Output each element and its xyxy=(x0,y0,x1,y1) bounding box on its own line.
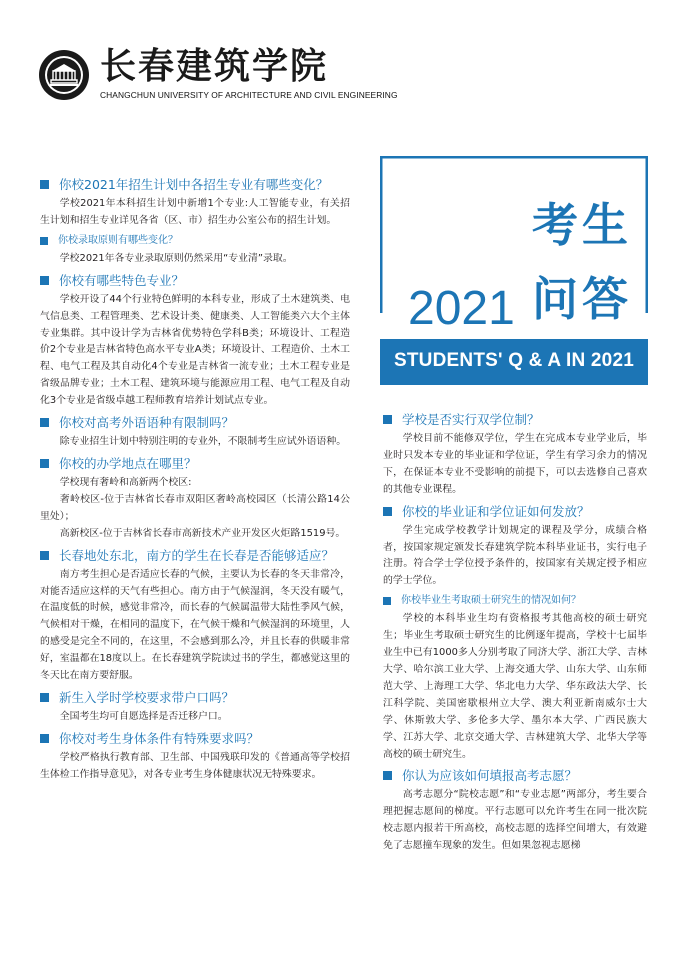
square-bullet-icon xyxy=(40,551,49,560)
square-bullet-icon xyxy=(40,276,49,285)
hero-title-line2: 问答 xyxy=(532,272,632,326)
question-heading xyxy=(383,766,647,785)
question-heading xyxy=(40,688,350,707)
answer-paragraph: 学校开设了44个行业特色鲜明的本科专业，形成了土木建筑类、电气信息类、工程管理类、艺术设计类、健康类、人工智能类六大个主体专业集群。其中设计学为吉林省优势特色学科B类；环境设计、工程造价2个专业是吉林省特色高水平专业A类；环境设计、工程造价、土木工程、电气工程及其自动化4个专业是吉林省一流专业；土木工程专业是省级品牌专业；土木工程、建筑环境与能源应用工程、电气工程及自动化3个专业是省级卓越工程师教育培养计划试点专业。 xyxy=(40,293,350,407)
hero-title-block xyxy=(380,156,648,389)
square-bullet-icon xyxy=(40,734,49,743)
question-heading xyxy=(40,729,350,748)
answer-paragraph: 学校2021年各专业录取原则仍然采用“专业清”录取。 xyxy=(59,252,293,264)
square-bullet-icon xyxy=(40,418,49,427)
answer-paragraph: 全国考生均可自愿选择是否迁移户口。 xyxy=(59,710,228,722)
answer-body xyxy=(383,787,647,855)
answer-paragraph: 高考志愿分“院校志愿”和“专业志愿”两部分，考生要合理把握志愿间的梯度。平行志愿可以允许考生在同一批次院校志愿内报若干所高校，高校志愿的选择空间增大，有效避免了志愿撞车现象的发生。但如果忽视志愿梯 xyxy=(383,789,647,852)
question-text: 新生入学时学校要求带户口吗？ xyxy=(59,689,235,705)
question-text: 你校对高考外语语种有限制吗？ xyxy=(59,415,235,431)
square-bullet-icon xyxy=(383,415,392,424)
left-column xyxy=(40,175,350,787)
question-text: 你校的办学地点在哪里？ xyxy=(59,455,197,471)
question-heading xyxy=(40,175,350,194)
square-bullet-icon xyxy=(40,180,49,189)
answer-paragraph: 高新校区-位于吉林省长春市高新技术产业开发区火炬路1519号。 xyxy=(59,527,346,539)
square-bullet-icon xyxy=(40,459,49,468)
question-heading xyxy=(40,454,350,473)
question-text: 学校是否实行双学位制？ xyxy=(402,412,540,427)
square-bullet-icon xyxy=(40,237,48,245)
answer-body xyxy=(40,567,350,685)
right-column xyxy=(383,410,647,858)
question-text: 你认为应该如何填报高考志愿？ xyxy=(402,768,578,784)
answer-body xyxy=(40,434,350,451)
question-text: 你校录取原则有哪些变化？ xyxy=(58,234,178,246)
answer-paragraph: 学校2021年本科招生计划中新增1个专业:人工智能专业，有关招生计划和招生专业详见各省（区、市）招生办公室公布的招生计划。 xyxy=(40,198,350,226)
question-text: 你校的毕业证和学位证如何发放？ xyxy=(402,503,590,519)
answer-body xyxy=(383,611,647,763)
answer-paragraph: 学校现有奢岭和高新两个校区: xyxy=(59,476,192,488)
answer-body xyxy=(40,196,350,230)
answer-body xyxy=(40,292,350,410)
question-heading xyxy=(383,502,647,521)
question-heading xyxy=(383,593,647,609)
question-heading xyxy=(383,410,647,429)
hero-title-line1: 考生 xyxy=(532,198,632,252)
question-text: 你校对考生身体条件有特殊要求吗？ xyxy=(59,730,260,746)
answer-body xyxy=(40,750,350,784)
answer-body xyxy=(383,431,647,499)
hero-year: 2021 xyxy=(408,282,515,335)
question-text: 你校有哪些特色专业？ xyxy=(59,272,185,288)
university-seal-icon xyxy=(38,49,90,101)
square-bullet-icon xyxy=(383,597,391,605)
answer-body xyxy=(383,523,647,591)
answer-paragraph: 学校目前不能修双学位，学生在完成本专业学业后，毕业时只发本专业的毕业证和学位证，学生有学习余力的情况下，在保证本专业不受影响的前提下，可以去选修自己喜欢的其他专业课程。 xyxy=(383,433,647,495)
question-text: 长春地处东北，南方的学生在长春是否能够适应？ xyxy=(59,547,335,563)
answer-paragraph: 南方考生担心是否适应长春的气候，主要认为长春的冬天非常冷，对能否适应这样的天气有些担心。南方由于气候湿润，冬天没有暖气，在温度低的时候，感觉非常冷，而长春的气候属温带大陆性季风气候，气候相对干燥，在相同的温度下，在气候干燥和气候湿润的环境里，人的感受是完全不同的，在这里，不会感到那么冷，并且长春的供暖非常好，室温都在18度以上。在长春建筑学院读过书的学生，都感觉这里的冬天比在南方要舒服。 xyxy=(40,568,350,682)
answer-paragraph: 除专业招生计划中特别注明的专业外，不限制考生应试外语语种。 xyxy=(59,436,347,448)
university-name-cn: 长春建筑学院 xyxy=(100,45,329,87)
question-heading xyxy=(40,271,350,290)
question-heading xyxy=(40,546,350,565)
answer-body xyxy=(40,475,350,543)
answer-body xyxy=(40,709,350,726)
question-heading xyxy=(40,413,350,432)
answer-paragraph: 学校严格执行教育部、卫生部、中国残联印发的《普通高等学校招生体检工作指导意见》，对各专业考生身体健康状况无特殊要求。 xyxy=(40,751,350,780)
answer-body xyxy=(40,251,350,268)
hero-subtitle: STUDENTS' Q & A IN 2021 xyxy=(394,350,634,371)
square-bullet-icon xyxy=(40,693,49,702)
square-bullet-icon xyxy=(383,507,392,516)
answer-paragraph: 学校的本科毕业生均有资格报考其他高校的硕士研究生；毕业生考取硕士研究生的比例逐年提高，学校十七届毕业生中已有1000多人分别考取了同济大学、浙江大学、吉林大学、哈尔滨工业大学、上海交通大学、山东大学、山东师范大学、上海理工大学、华北电力大学、华东政法大学、长江科学院、美国密歇根州立大学、澳大利亚新南威尔士大学、休斯敦大学、多伦多大学、墨尔本大学、广西民族大学、江苏大学、北京交通大学、吉林建筑大学、北华大学等高校的硕士研究生。 xyxy=(383,613,647,760)
answer-paragraph: 学生完成学校教学计划规定的课程及学分，成绩合格者，按国家规定颁发长春建筑学院本科毕业证书，实行电子注册。符合学士学位授予条件的，按国家有关规定授予相应的学士学位。 xyxy=(383,524,647,587)
question-text: 你校2021年招生计划中各招生专业有哪些变化？ xyxy=(59,177,329,192)
question-text: 你校毕业生考取硕士研究生的情况如何？ xyxy=(401,595,581,607)
answer-paragraph: 奢岭校区-位于吉林省长春市双阳区奢岭高校园区（长清公路14公里处）； xyxy=(40,493,350,522)
square-bullet-icon xyxy=(383,771,392,780)
university-logo xyxy=(38,45,398,108)
university-name-en: CHANGCHUN UNIVERSITY OF ARCHITECTURE AND CIVIL ENGINEERING xyxy=(100,90,398,100)
question-heading xyxy=(40,233,350,249)
